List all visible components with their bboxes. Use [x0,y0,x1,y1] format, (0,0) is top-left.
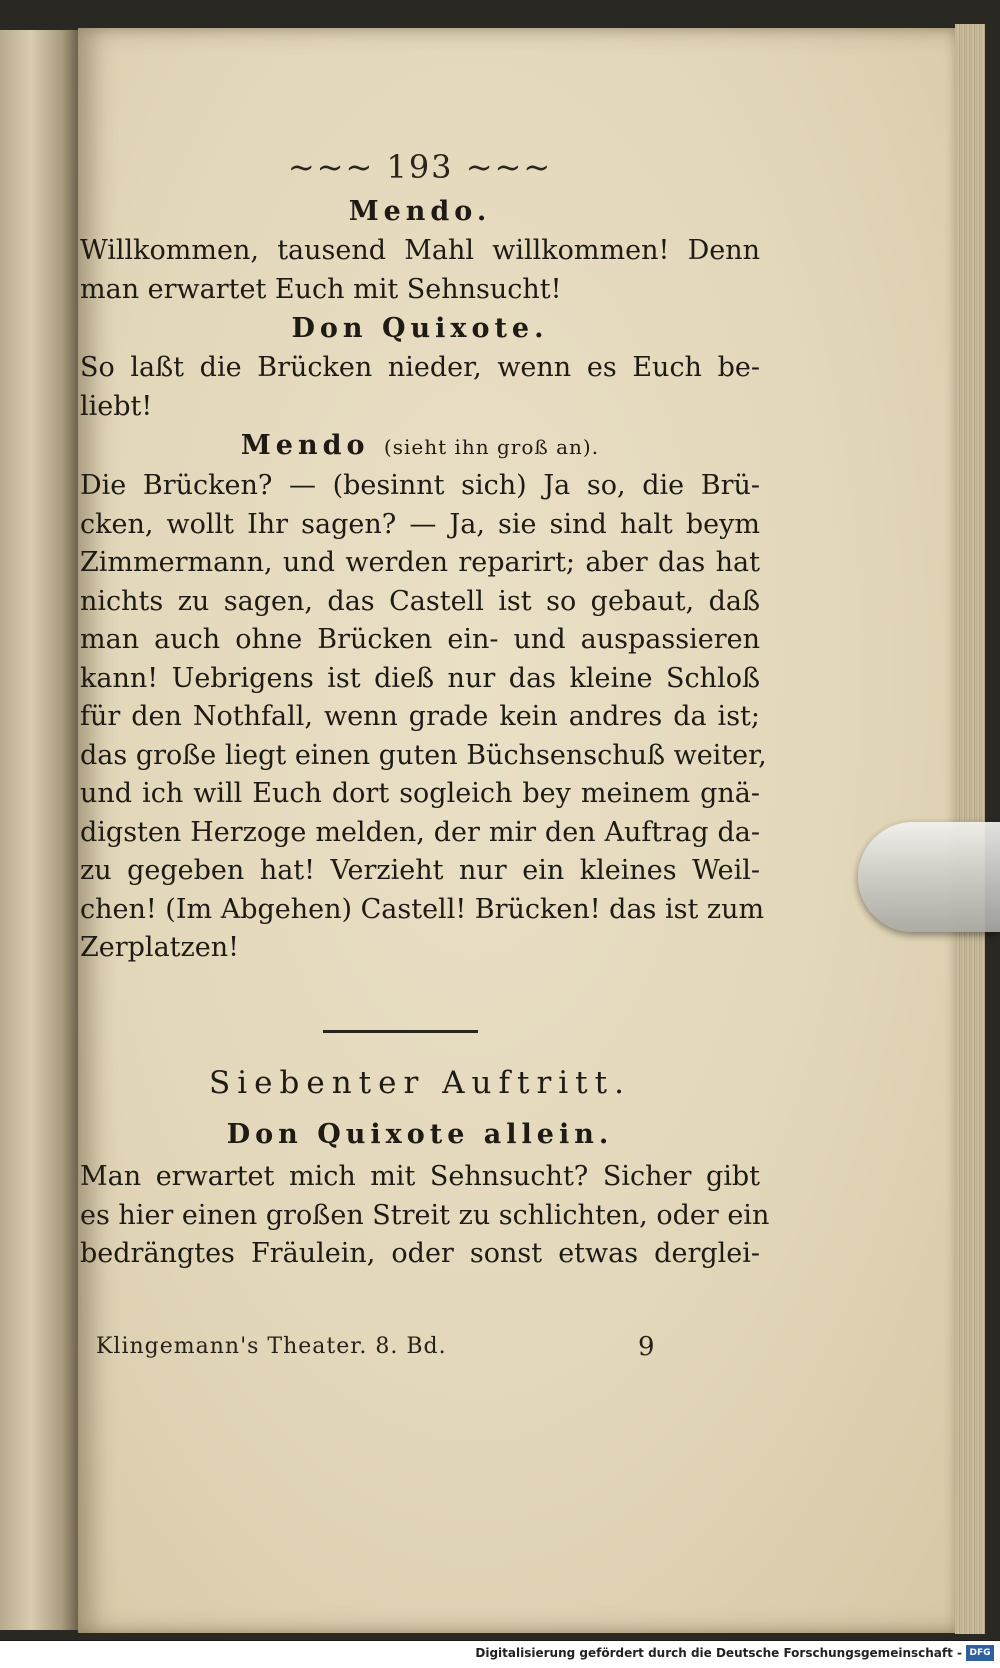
text-line: Zimmermann, und werden reparirt; aber das hat [80,547,760,578]
text-line: Zerplatzen! [80,932,239,963]
scene-section [80,1058,770,1274]
text-line: cken, wollt Ihr sagen? — Ja, sie sind halt beym [80,508,760,540]
text-line: das große liegt einen guten Büchsenschuß weiter, [80,739,767,771]
speaker-label: Don Quixote. [291,313,549,344]
footer-signature-number: 9 [638,1332,655,1362]
text-line: man auch ohne Brücken ein- und auspassieren [80,624,760,655]
text-line: für den Nothfall, wenn grade kein andres da ist; [80,701,760,732]
dfg-logo: DFG [966,1645,994,1661]
previous-page-edge [0,30,78,1630]
speaker-label: Mendo. [348,196,492,227]
speaker-label: Mendo [240,430,370,461]
page-text [80,192,767,968]
digitization-banner [0,1641,1000,1668]
page-number: ~~~ 193 ~~~ [287,148,553,186]
speaker-name [80,426,760,467]
text-line: Man erwartet mich mit Sehnsucht? Sicher gibt [80,1161,760,1192]
text-line: digsten Herzoge melden, der mir den Auftrag da- [80,816,760,848]
text-line: Die Brücken? — (besinnt sich) Ja so, die Brü- [80,470,760,501]
scene-title: Siebenter Auftritt. [209,1065,631,1101]
text-line: Willkommen, tausend Mahl willkommen! Denn [80,235,760,266]
text-line: bedrängtes Fräulein, oder sonst etwas derglei- [80,1238,760,1269]
page-holder-clip [858,822,1000,932]
text-line: nichts zu sagen, das Castell ist so gebaut, daß [80,585,760,617]
funding-notice: Digitalisierung gefördert durch die Deutsche Forschungsgemeinschaft - [475,1646,962,1660]
scene-divider-rule [323,1030,478,1033]
scene-speaker: Don Quixote allein. [226,1119,614,1150]
text-line: es hier einen großen Streit zu schlichten, oder ein [80,1199,770,1231]
stage-direction: (sieht ihn groß an). [383,435,600,459]
text-line: kann! Uebrigens ist dieß nur das kleine Schloß [80,662,760,694]
text-line: chen! (Im Abgehen) Castell! Brücken! das ist zum [80,893,765,925]
text-line: und ich will Euch dort sogleich bey meinem gnä- [80,778,760,809]
text-line: So laßt die Brücken nieder, wenn es Euch be- [80,352,760,383]
text-line: zu gegeben hat! Verzieht nur ein kleines Weil- [80,855,760,886]
footer-signature: Klingemann's Theater. 8. Bd. [96,1334,447,1359]
scene-lines [80,1158,770,1274]
text-line: liebt! [80,390,153,422]
speaker-name [80,309,760,349]
speaker-name [80,192,760,232]
text-line: man erwartet Euch mit Sehnsucht! [80,273,562,305]
